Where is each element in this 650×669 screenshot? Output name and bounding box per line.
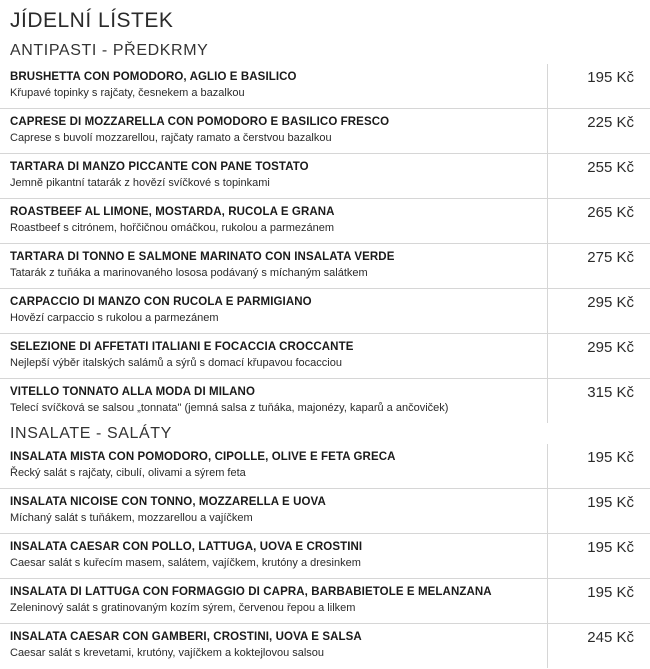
menu-item-text [10,199,548,243]
menu-item [0,624,650,669]
item-name: INSALATA DI LATTUGA CON FORMAGGIO DI CAPRA, BARBABIETOLE E MELANZANA [10,586,492,598]
section-title-insalate: INSALATE - SALÁTY [10,425,172,442]
item-description: Caesar salát s krevetami, krutóny, vajíčkem a koktejlovou salsou [10,647,325,659]
section-items-insalate [0,444,650,669]
menu-item-text [10,109,548,153]
item-price: 275 Kč [587,249,634,266]
menu-item [0,244,650,289]
item-name: TARTARA DI TONNO E SALMONE MARINATO CON INSALATA VERDE [10,251,395,263]
item-name: BRUSHETTA CON POMODORO, AGLIO E BASILICO [10,71,297,83]
item-price: 295 Kč [587,339,634,356]
menu-item [0,289,650,334]
item-description: Telecí svíčková se salsou „tonnata" (jemná salsa z tuňáka, majonézy, kaparů a ančoviček) [10,402,449,414]
item-description: Caprese s buvolí mozzarellou, rajčaty ramato a čerstvou bazalkou [10,132,332,144]
menu-item-text [10,624,548,668]
item-name: CAPRESE DI MOZZARELLA CON POMODORO E BASILICO FRESCO [10,116,390,128]
menu-item [0,489,650,534]
item-description: Řecký salát s rajčaty, cibulí, olivami a sýrem feta [10,467,246,479]
menu-item-text [10,289,548,333]
menu-item-text [10,379,548,423]
item-name: TARTARA DI MANZO PICCANTE CON PANE TOSTATO [10,161,309,173]
item-name: VITELLO TONNATO ALLA MODA DI MILANO [10,386,255,398]
menu-item-text [10,444,548,488]
page-title: JÍDELNÍ LÍSTEK [10,9,174,32]
item-name: ROASTBEEF AL LIMONE, MOSTARDA, RUCOLA E GRANA [10,206,335,218]
menu-item-text [10,154,548,198]
item-price: 195 Kč [587,539,634,556]
item-name: INSALATA MISTA CON POMODORO, CIPOLLE, OLIVE E FETA GRECA [10,451,396,463]
menu-item [0,534,650,579]
item-description: Křupavé topinky s rajčaty, česnekem a bazalkou [10,87,245,99]
menu-item [0,334,650,379]
menu-item-text [10,244,548,288]
item-description: Míchaný salát s tuňákem, mozzarellou a vajíčkem [10,512,253,524]
menu-item [0,64,650,109]
item-description: Tatarák z tuňáka a marinovaného lososa podávaný s míchaným salátkem [10,267,368,279]
section-items-antipasti [0,64,650,424]
item-description: Roastbeef s citrónem, hořčičnou omáčkou, rukolou a parmezánem [10,222,335,234]
menu-item [0,444,650,489]
menu-item-text [10,64,548,108]
item-description: Nejlepší výběr italských salámů a sýrů s domací křupavou focacciou [10,357,342,369]
section-title-antipasti: ANTIPASTI - PŘEDKRMY [10,42,209,59]
menu-item [0,109,650,154]
item-price: 265 Kč [587,204,634,221]
item-price: 315 Kč [587,384,634,401]
menu-item [0,379,650,424]
item-price: 245 Kč [587,629,634,646]
menu-item-text [10,579,548,623]
item-name: SELEZIONE DI AFFETATI ITALIANI E FOCACCIA CROCCANTE [10,341,354,353]
item-description: Caesar salát s kuřecím masem, salátem, vajíčkem, krutóny a dresinkem [10,557,361,569]
item-name: INSALATA CAESAR CON GAMBERI, CROSTINI, UOVA E SALSA [10,631,362,643]
item-name: INSALATA CAESAR CON POLLO, LATTUGA, UOVA E CROSTINI [10,541,363,553]
item-price: 195 Kč [587,69,634,86]
menu-item-text [10,534,548,578]
item-price: 195 Kč [587,449,634,466]
menu-item [0,199,650,244]
item-price: 225 Kč [587,114,634,131]
item-price: 255 Kč [587,159,634,176]
menu-item-text [10,334,548,378]
item-description: Zeleninový salát s gratinovaným kozím sýrem, červenou řepou a lilkem [10,602,356,614]
item-price: 295 Kč [587,294,634,311]
item-description: Hovězí carpaccio s rukolou a parmezánem [10,312,219,324]
menu-item-text [10,489,548,533]
item-name: INSALATA NICOISE CON TONNO, MOZZARELLA E UOVA [10,496,326,508]
item-price: 195 Kč [587,494,634,511]
menu-item [0,579,650,624]
item-name: CARPACCIO DI MANZO CON RUCOLA E PARMIGIANO [10,296,312,308]
item-price: 195 Kč [587,584,634,601]
item-description: Jemně pikantní tatarák z hovězí svíčkové s topinkami [10,177,270,189]
menu-item [0,154,650,199]
